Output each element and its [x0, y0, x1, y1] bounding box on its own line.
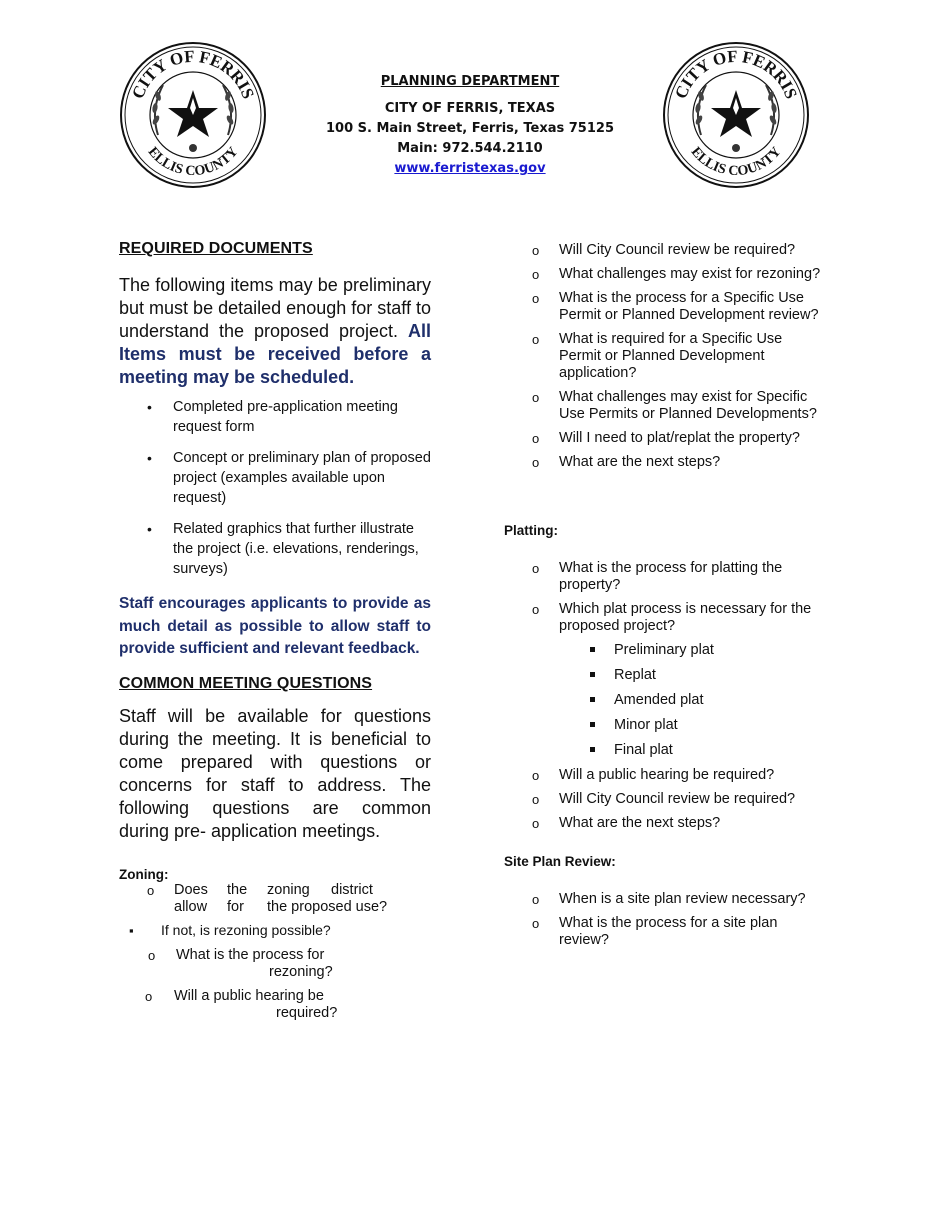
website-link[interactable]: www.ferristexas.gov — [394, 161, 546, 176]
list-item: o What is the process for a site plan review? — [532, 915, 778, 948]
required-documents-list — [119, 397, 431, 579]
intro-text: The following items may be preliminary but must be detailed enough for staff to understand the proposed project. — [119, 275, 431, 341]
list-item: o What challenges may exist for rezoning? — [532, 266, 821, 282]
list-item: o What is required for a Specific Use Permit or Planned Development application? — [532, 331, 783, 381]
hollow-bullet-icon: o — [532, 561, 540, 576]
platting-heading: Platting: — [504, 523, 558, 538]
list-item: o What are the next steps? — [532, 815, 721, 831]
word: district — [331, 881, 373, 898]
left-column — [119, 240, 431, 1022]
question-text: If not, is rezoning possible? — [161, 921, 331, 938]
common-questions-title: COMMON MEETING QUESTIONS — [119, 674, 373, 692]
hollow-bullet-icon: o — [532, 243, 540, 258]
intro-emphasis: All Items must be received before a meeting may be scheduled. — [119, 321, 431, 387]
zoning-question-1 — [119, 882, 431, 916]
question-text: Will a public hearing be — [174, 987, 324, 1004]
required-documents-intro — [119, 274, 431, 389]
hollow-bullet-icon: o — [532, 390, 540, 405]
hollow-bullet-icon: o — [532, 892, 540, 907]
platting-questions-continued — [504, 767, 824, 832]
list-item: o Will a public hearing be required? — [532, 767, 775, 783]
hollow-bullet-icon: o — [532, 916, 540, 931]
list-item: o What are the next steps? — [532, 454, 721, 470]
list-item: • Related graphics that further illustrate the project (i.e. elevations, renderings, surveys) — [147, 519, 431, 579]
zoning-question-3 — [119, 947, 431, 981]
address: 100 S. Main Street, Ferris, Texas 75125 — [326, 121, 614, 136]
hollow-bullet-icon: o — [147, 882, 155, 898]
hollow-bullet-icon: o — [145, 988, 153, 1004]
city-seal-left — [118, 40, 268, 190]
list-item: o Will City Council review be required? — [532, 791, 796, 807]
site-plan-heading: Site Plan Review: — [504, 854, 616, 869]
hollow-bullet-icon: o — [532, 768, 540, 783]
common-questions-intro: Staff will be available for questions during the meeting. It is beneficial to come prepared with questions or concerns for staff to address. The following questions are common during pre- application meetings. — [119, 705, 431, 841]
zoning-question-4 — [119, 988, 431, 1022]
hollow-bullet-icon: o — [532, 291, 540, 306]
list-item: • Concept or preliminary plan of proposed project (examples available upon request) — [147, 448, 431, 508]
hollow-bullet-icon: o — [532, 431, 540, 446]
list-item: o What challenges may exist for Specific Use Permits or Planned Developments? — [532, 389, 817, 422]
city-name: CITY OF FERRIS, TEXAS — [384, 101, 556, 116]
word: allow — [174, 898, 208, 915]
list-item: Amended plat — [504, 692, 824, 709]
city-seal-right — [661, 40, 811, 190]
city-seal-left-graphic — [118, 40, 268, 190]
square-bullet-icon: ▪ — [129, 922, 134, 938]
question-text: What is the process for — [176, 946, 325, 963]
question-text: rezoning? — [269, 963, 333, 980]
list-item: Preliminary plat — [504, 642, 824, 659]
right-column — [504, 242, 824, 956]
svg-text:CITY OF FERRIS: CITY OF FERRIS — [128, 46, 258, 102]
question-text: required? — [276, 1004, 338, 1021]
word: for — [227, 898, 244, 915]
phone: Main: 972.544.2110 — [397, 141, 543, 156]
staff-note: Staff encourages applicants to provide as much detail as possible to allow staff to provide sufficient and relevant feedback. — [119, 595, 431, 657]
list-item: Final plat — [504, 742, 824, 759]
hollow-bullet-icon: o — [532, 792, 540, 807]
site-plan-questions — [504, 891, 824, 949]
list-item: o Will I need to plat/replat the property? — [532, 430, 800, 446]
svg-text:ELLIS COUNTY: ELLIS COUNTY — [144, 144, 242, 180]
list-item: o Which plat process is necessary for the proposed project? — [532, 601, 812, 634]
hollow-bullet-icon: o — [532, 332, 540, 347]
platting-questions — [504, 560, 824, 635]
list-item: o When is a site plan review necessary? — [532, 891, 806, 907]
list-item: Minor plat — [504, 717, 824, 734]
list-item: • Completed pre-application meeting request form — [147, 397, 431, 437]
hollow-bullet-icon: o — [532, 267, 540, 282]
list-item: o Will City Council review be required? — [532, 242, 796, 258]
hollow-bullet-icon: o — [148, 947, 156, 963]
hollow-bullet-icon: o — [532, 816, 540, 831]
department-name: PLANNING DEPARTMENT — [380, 74, 560, 89]
required-documents-title: REQUIRED DOCUMENTS — [119, 240, 313, 257]
list-item: o What is the process for a Specific Use Permit or Planned Development review? — [532, 290, 819, 323]
hollow-bullet-icon: o — [532, 602, 540, 617]
word: the proposed use? — [267, 898, 388, 915]
svg-text:ELLIS COUNTY: ELLIS COUNTY — [687, 144, 785, 180]
list-item: Replat — [504, 667, 824, 684]
letterhead — [300, 72, 640, 179]
zoning-heading: Zoning: — [119, 866, 169, 882]
svg-text:CITY OF FERRIS: CITY OF FERRIS — [671, 46, 801, 102]
hollow-bullet-icon: o — [532, 455, 540, 470]
word: zoning — [267, 881, 310, 898]
zoning-question-2 — [119, 922, 431, 939]
word: Does — [174, 881, 208, 898]
list-item: o What is the process for platting the property? — [532, 560, 783, 593]
city-seal-right-graphic — [661, 40, 811, 190]
plat-types-list — [504, 642, 824, 759]
word: the — [227, 881, 248, 898]
zoning-questions-continued — [504, 242, 824, 471]
